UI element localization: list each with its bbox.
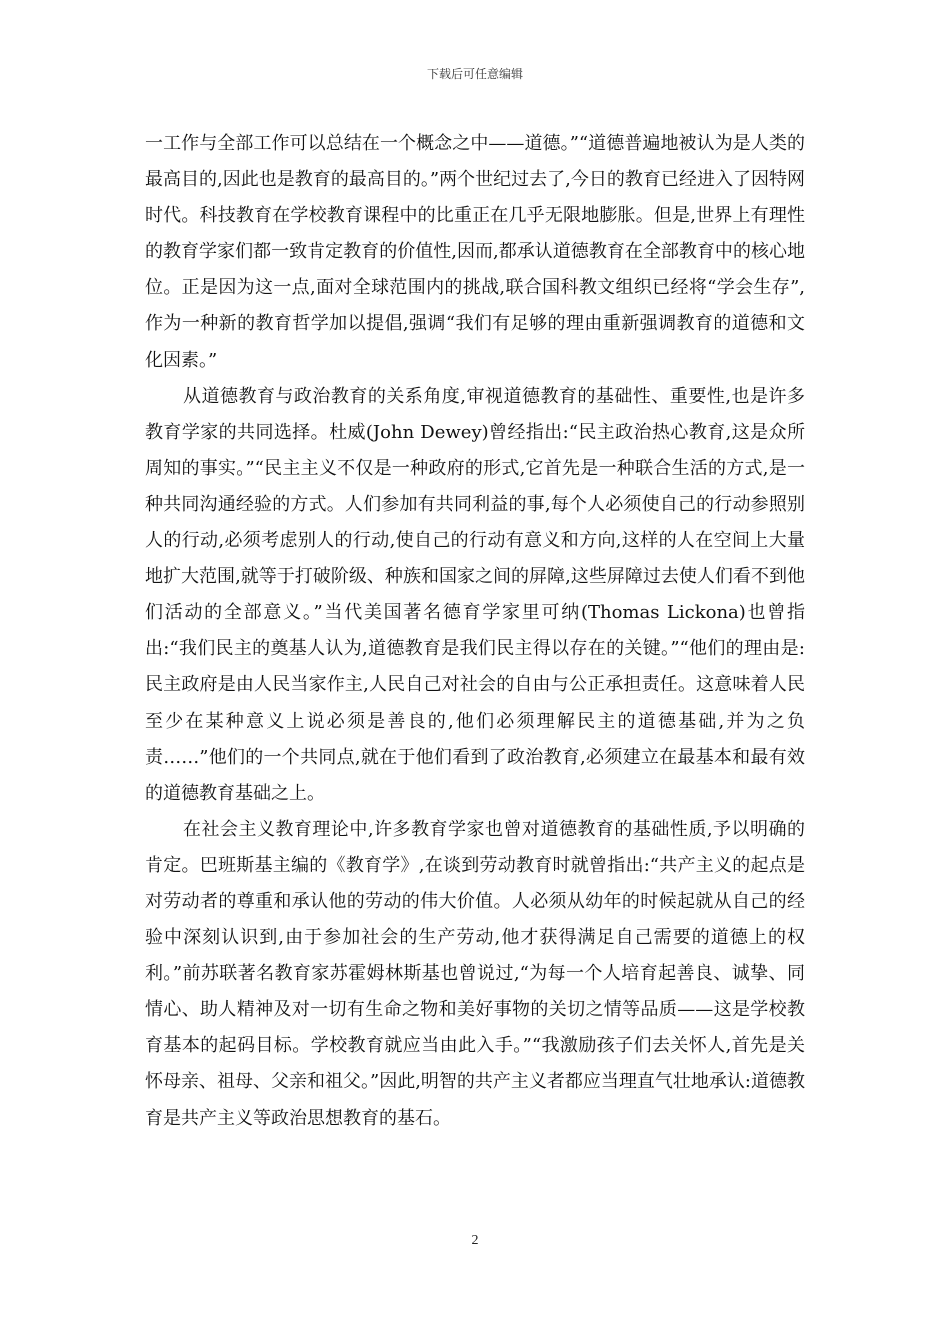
page-number: 2 bbox=[471, 1233, 479, 1248]
paragraph-2: 从道德教育与政治教育的关系角度,审视道德教育的基础性、重要性,也是许多教育学家的共同选择。杜威(John Dewey)曾经指出:“民主政治热心教育,这是众所周知的事实。”“民主主义不仅是一种政府的形式,它首先是一种联合生活的方式,是一种共同沟通经验的方式。人们参加有共同利益的事,每个人必须使自己的行动参照别人的行动,必须考虑别人的行动,使自己的行动有意义和方向,这样的人在空间上大量地扩大范围,就等于打破阶级、种族和国家之间的屏障,这些屏障过去使人们看不到他们活动的全部意义。”当代美国著名德育学家里可纳(Thomas Lickona)也曾指出:“我们民主的奠基人认为,道德教育是我们民主得以存在的关键。”“他们的理由是:民主政府是由人民当家作主,人民自己对社会的自由与公正承担责任。这意味着人民至少在某种意义上说必须是善良的,他们必须理解民主的道德基础,并为之负责……”他们的一个共同点,就在于他们看到了政治教育,必须建立在最基本和最有效的道德教育基础之上。 bbox=[145, 385, 805, 804]
paragraph-1: 一工作与全部工作可以总结在一个概念之中——道德。”“道德普遍地被认为是人类的最高目的,因此也是教育的最高目的。”两个世纪过去了,今日的教育已经进入了因特网时代。科技教育在学校教育课程中的比重正在几乎无限地膨胀。但是,世界上有理性的教育学家们都一致肯定教育的价值性,因而,都承认道德教育在全部教育中的核心地位。正是因为这一点,面对全球范围内的挑战,联合国科教文组织已经将“学会生存”,作为一种新的教育哲学加以提倡,强调“我们有足够的理由重新强调教育的道德和文化因素。” bbox=[145, 133, 805, 371]
page-header: 下载后可任意编辑 bbox=[426, 67, 523, 81]
body-text bbox=[145, 126, 805, 1137]
paragraph-3: 在社会主义教育理论中,许多教育学家也曾对道德教育的基础性质,予以明确的肯定。巴班斯基主编的《教育学》,在谈到劳动教育时就曾指出:“共产主义的起点是对劳动者的尊重和承认他的劳动的伟大价值。人必须从幼年的时候起就从自己的经验中深刻认识到,由于参加社会的生产劳动,他才获得满足自己需要的道德上的权利。”前苏联著名教育家苏霍姆林斯基也曾说过,“为每一个人培育起善良、诚挚、同情心、助人精神及对一切有生命之物和美好事物的关切之情等品质——这是学校教育基本的起码目标。学校教育就应当由此入手。”“我激励孩子们去关怀人,首先是关怀母亲、祖母、父亲和祖父。”因此,明智的共产主义者都应当理直气壮地承认:道德教育是共产主义等政治思想教育的基石。 bbox=[145, 818, 805, 1129]
